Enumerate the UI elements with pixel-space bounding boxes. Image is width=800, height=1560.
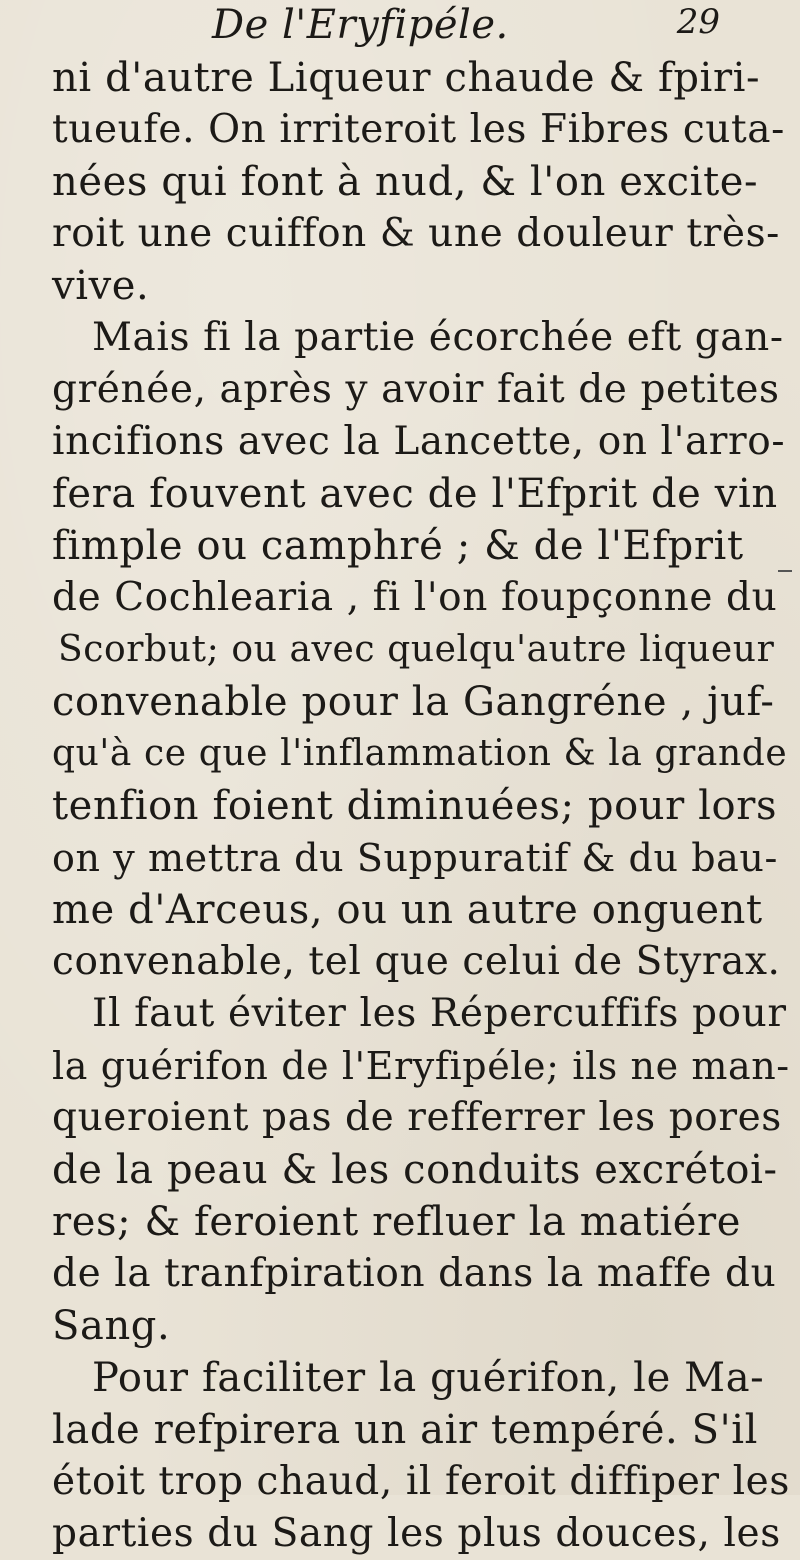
text-line: queroient pas de refferrer les pores	[52, 1095, 782, 1140]
text-line: de Cochlearia , fi l'on foupçonne du	[52, 575, 778, 620]
text-line: nées qui font à nud, & l'on excite-	[52, 159, 759, 205]
text-line: convenable, tel que celui de Styrax.	[52, 939, 781, 984]
text-line: Pour faciliter la guérifon, le Ma-	[92, 1355, 765, 1401]
text-line: roit une cuiffon & une douleur très-	[52, 211, 780, 256]
text-line: incifions avec la Lancette, on l'arro-	[52, 419, 786, 464]
text-line: grénée, après y avoir fait de petites	[52, 367, 780, 412]
text-line: fimple ou camphré ; & de l'Efprit	[52, 523, 744, 569]
text-line: Il faut éviter les Répercuffifs pour	[92, 991, 787, 1036]
text-line: lade refpirera un air tempéré. S'il	[52, 1407, 758, 1453]
text-line: on y mettra du Suppuratif & du bau-	[52, 836, 778, 880]
text-line: de la peau & les conduits excrétoi-	[52, 1147, 778, 1193]
page-number: 29	[676, 2, 720, 42]
text-line: fera fouvent avec de l'Efprit de vin	[52, 471, 778, 517]
text-line: vive.	[52, 263, 150, 309]
text-line: me d'Arceus, ou un autre onguent	[52, 887, 763, 933]
running-head: De l'Eryfipéle.	[212, 2, 509, 48]
text-line: tenfion foient diminuées; pour lors	[52, 783, 778, 829]
margin-mark	[778, 570, 792, 572]
text-line: Mais fi la partie écorchée eft gan-	[92, 315, 784, 360]
text-line: de la tranfpiration dans la maffe du	[52, 1251, 777, 1296]
page-header	[200, 2, 720, 52]
text-line: parties du Sang les plus douces, les	[52, 1511, 781, 1556]
text-line: res; & feroient refluer la matiére	[52, 1199, 742, 1245]
text-line: ni d'autre Liqueur chaude & fpiri-	[52, 55, 761, 101]
text-line: Scorbut; ou avec quelqu'autre liqueur	[58, 629, 775, 670]
text-line: la guérifon de l'Eryfipéle; ils ne man-	[52, 1044, 790, 1088]
text-line: Sang.	[52, 1303, 171, 1349]
text-line: étoit trop chaud, il feroit diffiper les	[52, 1459, 790, 1504]
text-line: convenable pour la Gangréne , juf-	[52, 679, 775, 725]
text-line: tueufe. On irriteroit les Fibres cuta-	[52, 107, 785, 152]
text-line: qu'à ce que l'inflammation & la grande	[52, 733, 788, 774]
